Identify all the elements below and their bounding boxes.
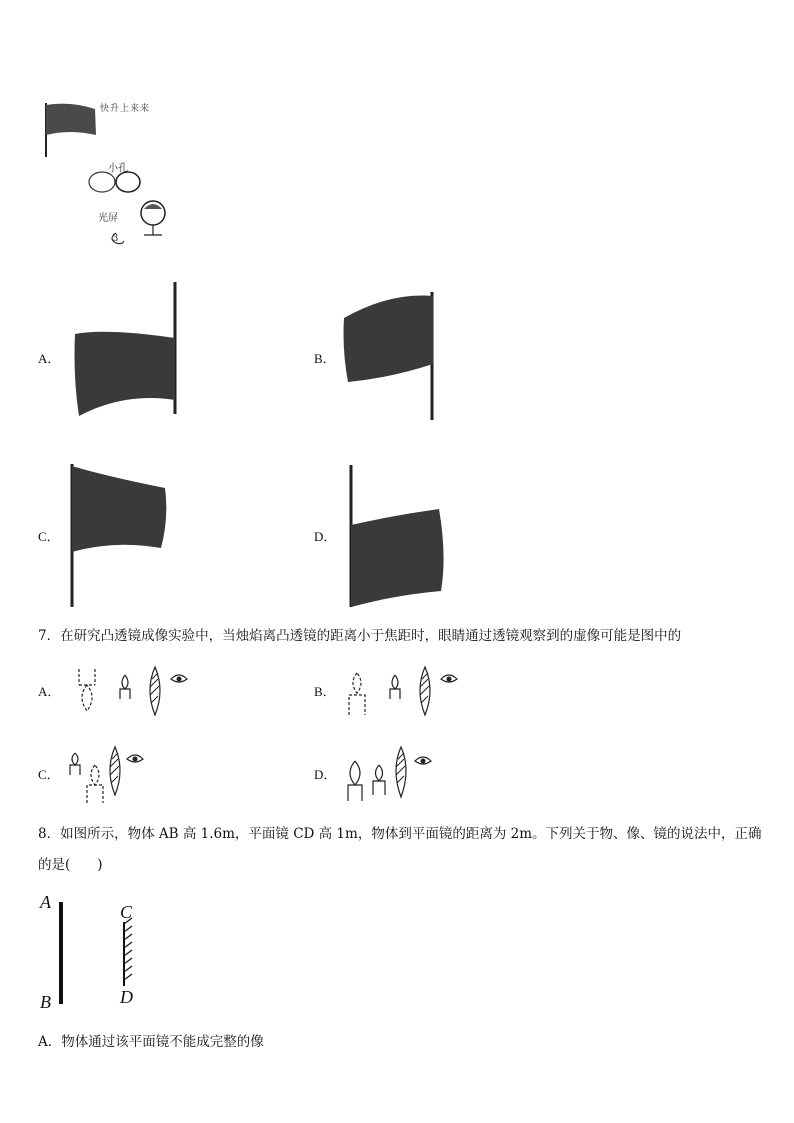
flag-a-icon bbox=[65, 282, 185, 417]
flag-sketch-icon bbox=[40, 95, 190, 255]
banner-text: 快升上来来 bbox=[100, 104, 151, 114]
q6-option-d-label[interactable]: D． bbox=[314, 529, 337, 544]
q7-option-a-label[interactable]: A． bbox=[38, 684, 61, 699]
label-screen: 光屏 bbox=[98, 213, 118, 224]
q7-figure-b-icon bbox=[345, 665, 465, 720]
point-c-label: C bbox=[120, 902, 133, 922]
q8-figure bbox=[38, 892, 168, 1014]
q8-option-a[interactable]: A．物体通过该平面镜不能成完整的像 bbox=[38, 1034, 264, 1050]
point-a-label: A bbox=[40, 892, 51, 912]
q7-figure-d-icon bbox=[345, 745, 465, 805]
label-pinhole: 小孔 bbox=[108, 163, 128, 174]
q7-option-c-label[interactable]: C． bbox=[38, 767, 60, 782]
q8-stem-line2: 的是( ) bbox=[38, 857, 103, 873]
flag-c-icon bbox=[65, 462, 175, 612]
q6-option-b-label[interactable]: B． bbox=[314, 351, 336, 366]
label-3: 3 bbox=[112, 233, 119, 244]
q6-option-a-label[interactable]: A． bbox=[38, 351, 61, 366]
q7-figure-c-icon bbox=[65, 745, 185, 805]
flag-b-icon bbox=[340, 290, 440, 425]
flag-d-icon bbox=[345, 465, 455, 610]
mirror-diagram-icon bbox=[38, 892, 168, 1014]
q7-option-d-label[interactable]: D． bbox=[314, 767, 337, 782]
top-figure bbox=[40, 95, 190, 255]
q8-stem-line1: 8．如图所示，物体 AB 高 1.6m，平面镜 CD 高 1m，物体到平面镜的距离为 2m。下列关于物、像、镜的说法中，正确 bbox=[38, 826, 762, 842]
point-b-label: B bbox=[40, 992, 51, 1012]
q6-option-c-label[interactable]: C． bbox=[38, 529, 60, 544]
point-d-label: D bbox=[120, 987, 133, 1007]
q7-option-b-label[interactable]: B． bbox=[314, 684, 336, 699]
q7-figure-a-icon bbox=[75, 665, 195, 720]
q7-stem: 7．在研究凸透镜成像实验中，当烛焰离凸透镜的距离小于焦距时，眼睛通过透镜观察到的虚像可能是图中的 bbox=[38, 628, 682, 644]
